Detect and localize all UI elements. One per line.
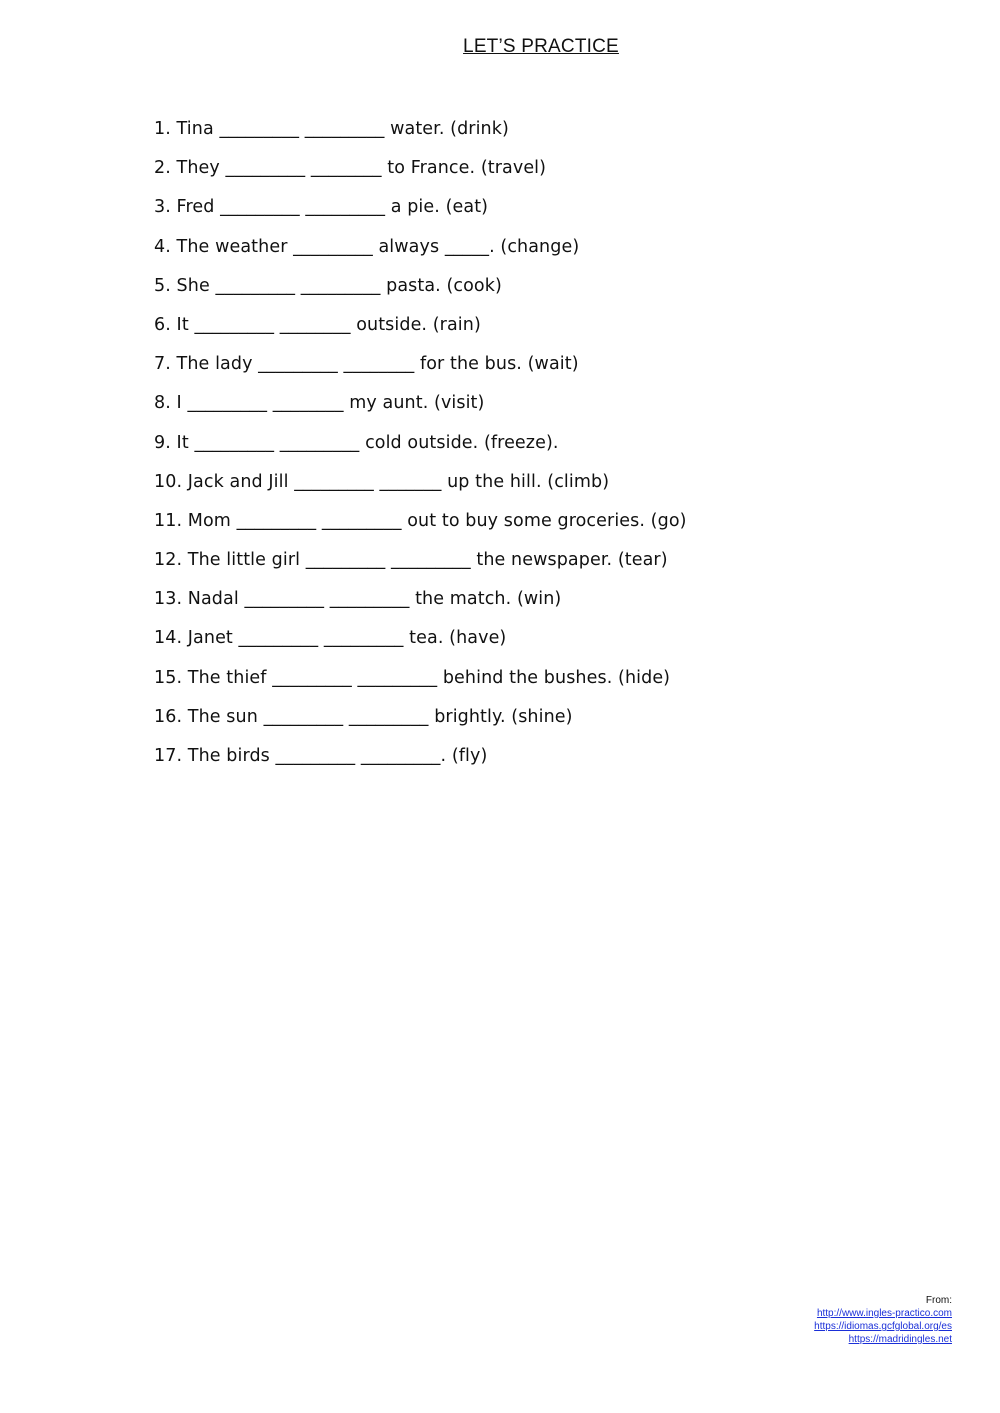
exercise-item-12: 12. The little girl _________ _________ the newspaper. (tear)	[154, 550, 668, 571]
exercise-item-1: 1. Tina _________ _________ water. (drink)	[154, 119, 509, 139]
exercise-item-10: 10. Jack and Jill _________ _______ up the hill. (climb)	[154, 471, 610, 492]
exercise-item-2: 2. They _________ ________ to France. (travel)	[154, 158, 547, 179]
source-footer	[814, 1294, 952, 1346]
exercise-item-13: 13. Nadal _________ _________ the match. (win)	[154, 589, 562, 610]
exercise-item-5: 5. She _________ _________ pasta. (cook)	[154, 275, 502, 296]
exercise-item-6: 6. It _________ ________ outside. (rain)	[154, 314, 481, 335]
exercise-item-9: 9. It _________ _________ cold outside. (freeze).	[154, 432, 559, 453]
exercise-item-15: 15. The thief _________ _________ behind the bushes. (hide)	[154, 667, 671, 688]
exercise-item-3: 3. Fred _________ _________ a pie. (eat)	[154, 197, 489, 218]
footer-link-ingles-practico[interactable]: http://www.ingles-practico.com	[816, 1308, 952, 1319]
exercise-list	[154, 116, 687, 782]
exercise-item-4: 4. The weather _________ always _____. (change)	[154, 236, 580, 257]
exercise-item-11: 11. Mom _________ _________ out to buy some groceries. (go)	[154, 510, 687, 531]
exercise-item-7: 7. The lady _________ ________ for the bus. (wait)	[154, 354, 579, 375]
exercise-item-14: 14. Janet _________ _________ tea. (have)	[154, 628, 507, 649]
footer-from-label: From:	[925, 1295, 952, 1306]
worksheet-title: LET’S PRACTICE	[463, 36, 619, 57]
footer-link-madridingles[interactable]: https://madridingles.net	[848, 1334, 952, 1345]
exercise-item-8: 8. I _________ ________ my aunt. (visit)	[154, 393, 485, 414]
exercise-item-16: 16. The sun _________ _________ brightly. (shine)	[154, 706, 573, 727]
footer-link-gcfglobal[interactable]: https://idiomas.gcfglobal.org/es	[814, 1321, 952, 1332]
exercise-item-17: 17. The birds _________ _________. (fly)	[154, 746, 488, 766]
